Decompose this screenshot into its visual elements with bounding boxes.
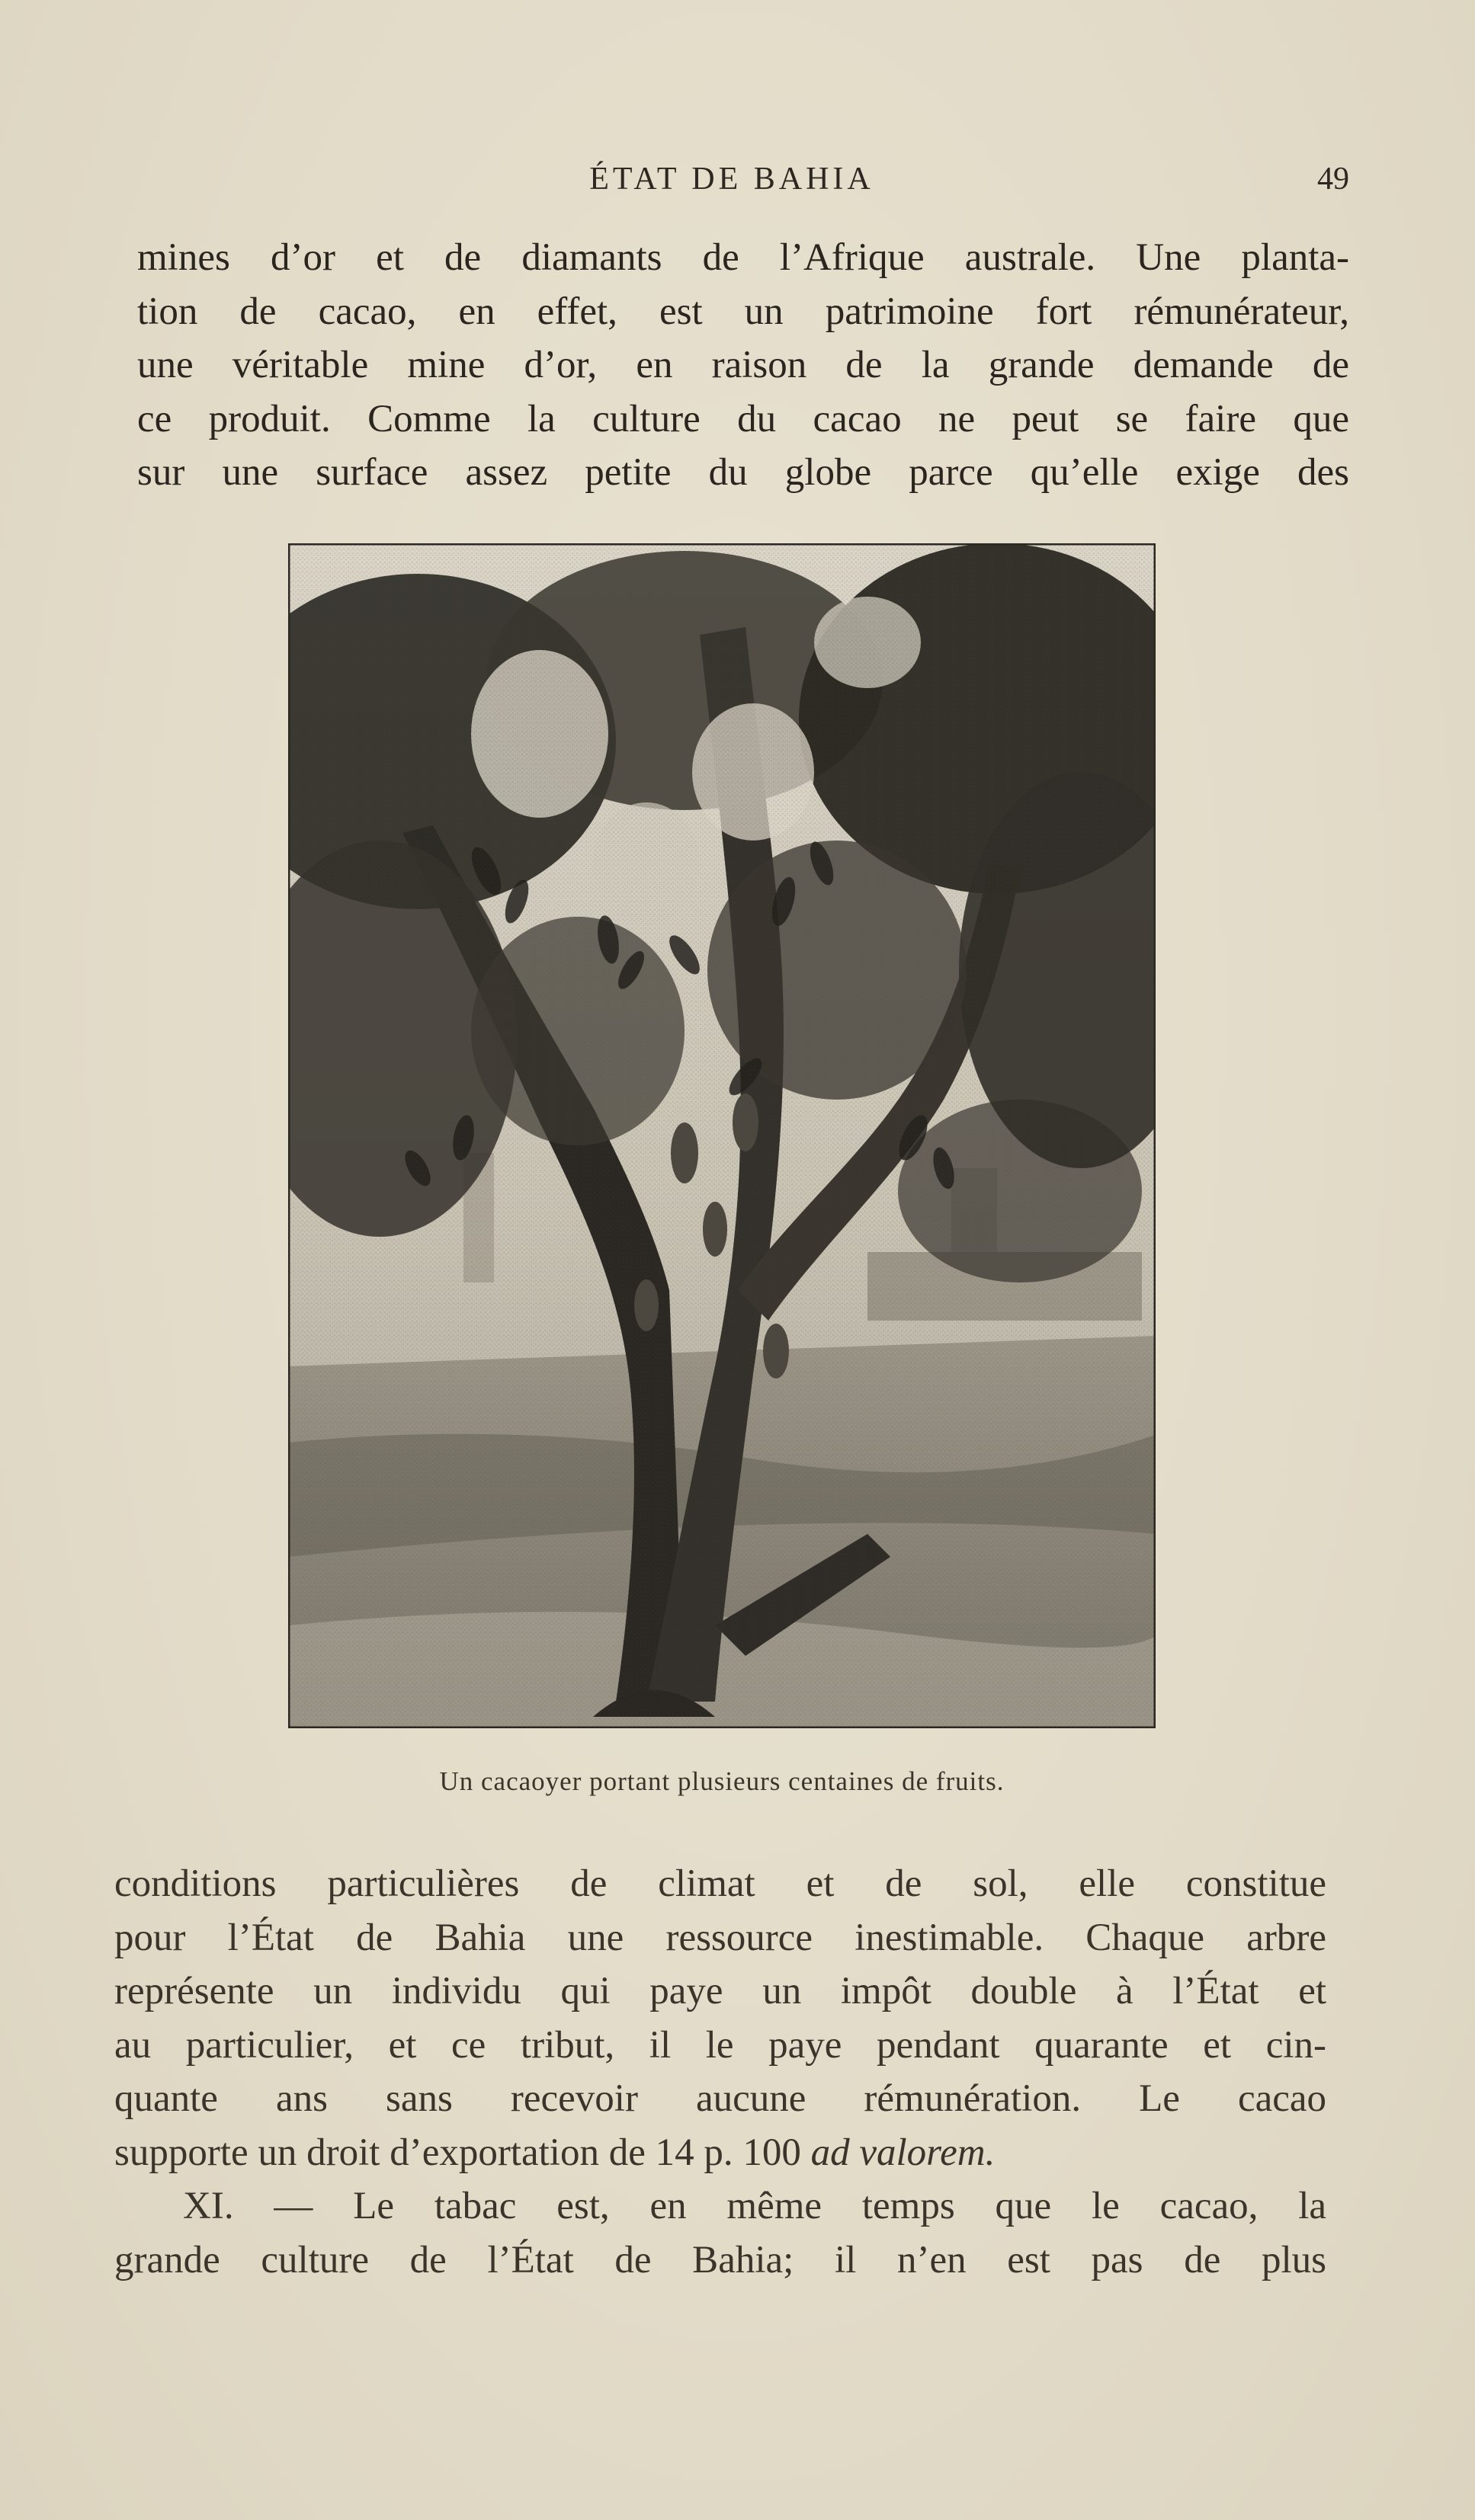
italic-latin-phrase: ad valorem. [810,2131,996,2174]
paragraph-bottom [114,1857,1326,2287]
running-head [114,156,1349,202]
cacao-tree-photograph [288,543,1156,1728]
page-number: 49 [1317,162,1349,197]
text-line: une véritable mine d’or, en raison de la grande demande de [137,344,1349,386]
text-segment: supporte un droit d’exportation de 14 p. 100 [114,2131,801,2174]
text-line-xi-start: XI. — Le tabac est, en même temps que le cacao, la [183,2185,1326,2227]
text-line: tion de cacao, en effet, est un patrimoine fort rémunérateur, [137,290,1349,333]
text-line [114,2126,1326,2180]
tree-photo-illustration [288,543,1156,1728]
text-line: représente un individu qui paye un impôt double à l’État et [114,1970,1326,2012]
figure-caption: Un cacaoyer portant plusieurs centaines de fruits. [439,1766,1005,1796]
text-line: au particulier, et ce tribut, il le paye pendant quarante et cin- [114,2023,1326,2067]
text-line: conditions particulières de climat et de sol, elle constitue [114,1862,1326,1905]
text-line: ce produit. Comme la culture du cacao ne peut se faire que [137,397,1349,440]
text-line: grande culture de l’État de Bahia; il n’en est pas de plus [114,2238,1326,2281]
running-title: ÉTAT DE BAHIA [589,162,874,197]
text-line: quante ans sans recevoir aucune rémunération. Le cacao [114,2077,1326,2120]
paragraph-top [137,231,1349,500]
text-line: sur une surface assez petite du globe parce qu’elle exige des [137,451,1349,494]
text-line: pour l’État de Bahia une ressource inestimable. Chaque arbre [114,1916,1326,1959]
text-line: mines d’or et de diamants de l’Afrique australe. Une planta- [137,236,1349,279]
